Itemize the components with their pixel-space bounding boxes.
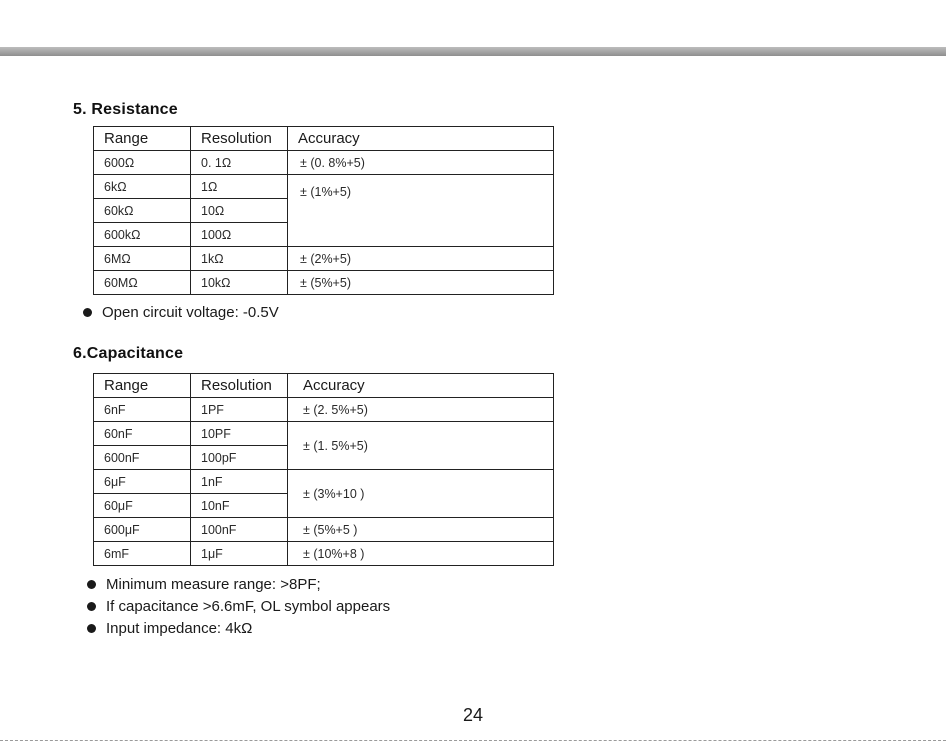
- range-cell: 600nF: [94, 446, 191, 470]
- range-cell: 6MΩ: [94, 247, 191, 271]
- range-cell: 600kΩ: [94, 223, 191, 247]
- page-number: 24: [462, 705, 484, 725]
- resolution-cell: 10kΩ: [191, 271, 288, 295]
- header-rule: [0, 47, 946, 56]
- footer-rule: [0, 740, 946, 741]
- note-text: If capacitance >6.6mF, OL symbol appears: [106, 598, 391, 615]
- resistance-section-title: 5. Resistance: [73, 101, 178, 118]
- note-text: Open circuit voltage: -0.5V: [102, 304, 279, 321]
- range-cell: 60MΩ: [94, 271, 191, 295]
- column-header-accuracy: Accuracy: [288, 374, 554, 398]
- capacitance-section-title: 6.Capacitance: [73, 345, 184, 362]
- table-header-row: [94, 127, 554, 151]
- note-text: Input impedance: 4kΩ: [106, 620, 253, 637]
- range-cell: 600μF: [94, 518, 191, 542]
- accuracy-cell: ± (5%+5 ): [288, 518, 554, 542]
- range-cell: 60nF: [94, 422, 191, 446]
- resolution-cell: 1kΩ: [191, 247, 288, 271]
- accuracy-cell: ± (10%+8 ): [288, 542, 554, 566]
- table-row: [94, 271, 554, 295]
- column-header-resolution: Resolution: [191, 374, 288, 398]
- column-header-accuracy: Accuracy: [288, 127, 554, 151]
- bullet-icon: [83, 308, 92, 317]
- table-row: [94, 422, 554, 446]
- bullet-icon: [87, 624, 96, 633]
- column-header-resolution: Resolution: [191, 127, 288, 151]
- table-header-row: [94, 374, 554, 398]
- resolution-cell: 100Ω: [191, 223, 288, 247]
- note-open-circuit-voltage: [83, 304, 279, 321]
- accuracy-cell: ± (1%+5): [288, 175, 554, 247]
- table-row: [94, 518, 554, 542]
- resolution-cell: 1μF: [191, 542, 288, 566]
- range-cell: 60μF: [94, 494, 191, 518]
- note-minimum-measure-range: [87, 576, 321, 593]
- resolution-cell: 1nF: [191, 470, 288, 494]
- resolution-cell: 100pF: [191, 446, 288, 470]
- accuracy-cell: ± (5%+5): [288, 271, 554, 295]
- range-cell: 6nF: [94, 398, 191, 422]
- range-cell: 60kΩ: [94, 199, 191, 223]
- table-row: [94, 398, 554, 422]
- accuracy-cell: ± (0. 8%+5): [288, 151, 554, 175]
- resolution-cell: 10nF: [191, 494, 288, 518]
- note-ol-symbol: [87, 598, 390, 615]
- range-cell: 600Ω: [94, 151, 191, 175]
- resolution-cell: 100nF: [191, 518, 288, 542]
- column-header-range: Range: [94, 127, 191, 151]
- range-cell: 6kΩ: [94, 175, 191, 199]
- bullet-icon: [87, 602, 96, 611]
- accuracy-cell: ± (2. 5%+5): [288, 398, 554, 422]
- range-cell: 6mF: [94, 542, 191, 566]
- table-row: [94, 175, 554, 199]
- note-input-impedance: [87, 620, 252, 637]
- column-header-range: Range: [94, 374, 191, 398]
- resolution-cell: 1PF: [191, 398, 288, 422]
- resolution-cell: 0. 1Ω: [191, 151, 288, 175]
- resolution-cell: 10Ω: [191, 199, 288, 223]
- accuracy-cell: ± (1. 5%+5): [288, 422, 554, 470]
- resolution-cell: 1Ω: [191, 175, 288, 199]
- range-cell: 6μF: [94, 470, 191, 494]
- resistance-spec-table: [93, 126, 554, 295]
- accuracy-cell: ± (3%+10 ): [288, 470, 554, 518]
- note-text: Minimum measure range: >8PF;: [106, 576, 321, 593]
- table-row: [94, 542, 554, 566]
- table-row: [94, 470, 554, 494]
- resolution-cell: 10PF: [191, 422, 288, 446]
- table-row: [94, 151, 554, 175]
- capacitance-spec-table: [93, 373, 554, 566]
- bullet-icon: [87, 580, 96, 589]
- accuracy-cell: ± (2%+5): [288, 247, 554, 271]
- table-row: [94, 247, 554, 271]
